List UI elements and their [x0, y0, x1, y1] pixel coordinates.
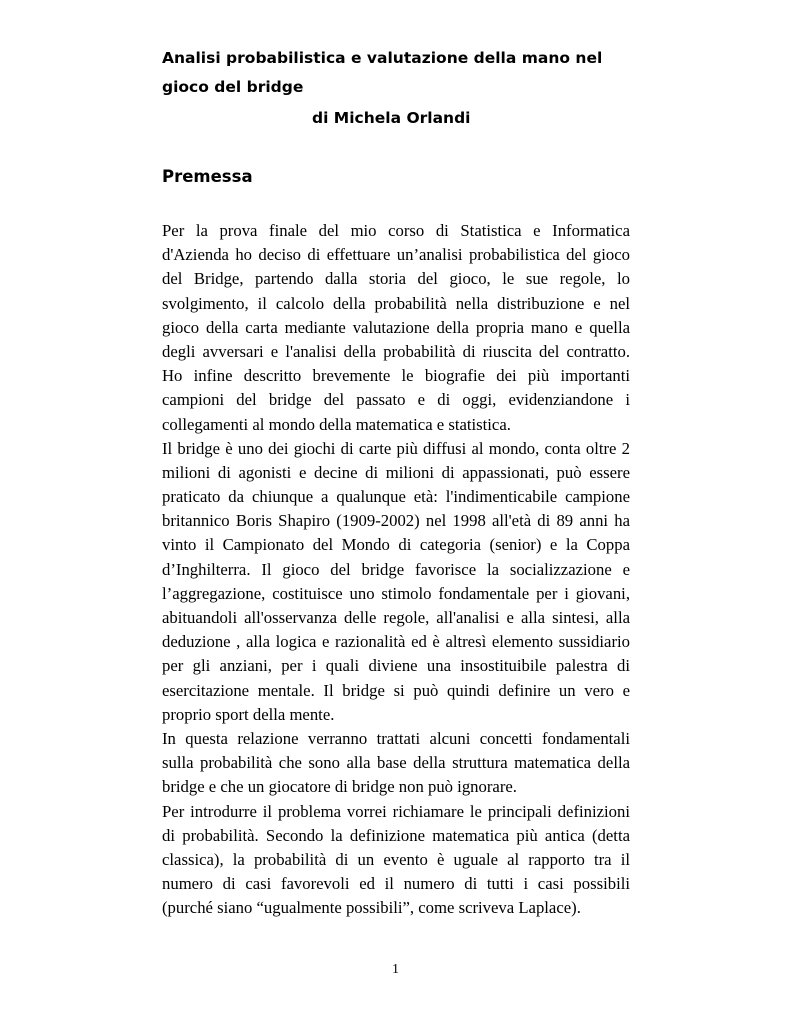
body-line: proprio sport della mente. [162, 704, 335, 724]
body-line: d’Inghilterra. Il gioco del bridge favorisce la socializzazione e [162, 559, 630, 579]
body-line: abituandoli all'osservanza delle regole, all'analisi e alla sintesi, alla [162, 608, 630, 627]
body-line: Il bridge è uno dei giochi di carte più diffusi al mondo, conta oltre 2 [162, 438, 630, 458]
body-line: deduzione , alla logica e razionalità ed è altresì elemento sussidiario [162, 632, 630, 652]
body-line: bridge e che un giocatore di bridge non può ignorare. [162, 777, 517, 797]
body-line: l’aggregazione, costituisce uno stimolo fondamentale per i giovani, [162, 583, 630, 603]
body-line: d'Azienda ho deciso di effettuare un’analisi probabilistica del gioco [162, 245, 630, 265]
body-line: del Bridge, partendo dalla storia del gioco, le sue regole, lo [162, 269, 630, 289]
page-number: 1 [392, 962, 399, 977]
author-line: di Michela Orlandi [312, 109, 471, 127]
body-line: (purché siano “ugualmente possibili”, come scriveva Laplace). [162, 898, 581, 918]
body-line: Ho infine descritto brevemente le biografie dei più importanti [162, 366, 630, 386]
document-title [162, 44, 662, 102]
body-line: Per introdurre il problema vorrei richiamare le principali definizioni [162, 801, 630, 821]
body-line: collegamenti al mondo della matematica e statistica. [162, 414, 511, 434]
body-line: di probabilità. Secondo la definizione matematica più antica (detta [162, 825, 630, 845]
body-line: per gli anziani, per i quali diviene una insostituibile palestra di [162, 656, 630, 676]
title-line-2: gioco del bridge [162, 78, 304, 96]
body-line: esercitazione mentale. Il bridge si può quindi definire un vero e [162, 680, 630, 700]
title-line-1: Analisi probabilistica e valutazione della mano nel [162, 49, 603, 67]
body-line: Per la prova finale del mio corso di Statistica e Informatica [162, 221, 630, 240]
body-line: In questa relazione verranno trattati alcuni concetti fondamentali [162, 728, 630, 748]
body-line: praticato da chiunque a qualunque età: l'indimenticabile campione [162, 487, 630, 507]
body-line: sulla probabilità che sono alla base della struttura matematica della [162, 753, 630, 773]
body-line: classica), la probabilità di un evento è uguale al rapporto tra il [162, 849, 630, 869]
body-line: vinto il Campionato del Mondo di categoria (senior) e la Coppa [162, 535, 630, 555]
body-line: gioco della carta mediante valutazione della propria mano e quella [162, 317, 630, 337]
body-line: svolgimento, il calcolo della probabilità nella distribuzione e nel [162, 293, 630, 313]
body-line: numero di casi favorevoli ed il numero di tutti i casi possibili [162, 874, 630, 894]
section-heading: Premessa [162, 167, 253, 186]
body-line: campioni del bridge del passato e di oggi, evidenziandone i [162, 390, 630, 410]
body-line: degli avversari e l'analisi della probabilità di riuscita del contratto. [162, 341, 630, 361]
body-line: britannico Boris Shapiro (1909-2002) nel 1998 all'età di 89 anni ha [162, 511, 630, 531]
body-text [162, 219, 630, 920]
body-line: milioni di agonisti e decine di milioni di appassionati, può essere [162, 462, 630, 482]
